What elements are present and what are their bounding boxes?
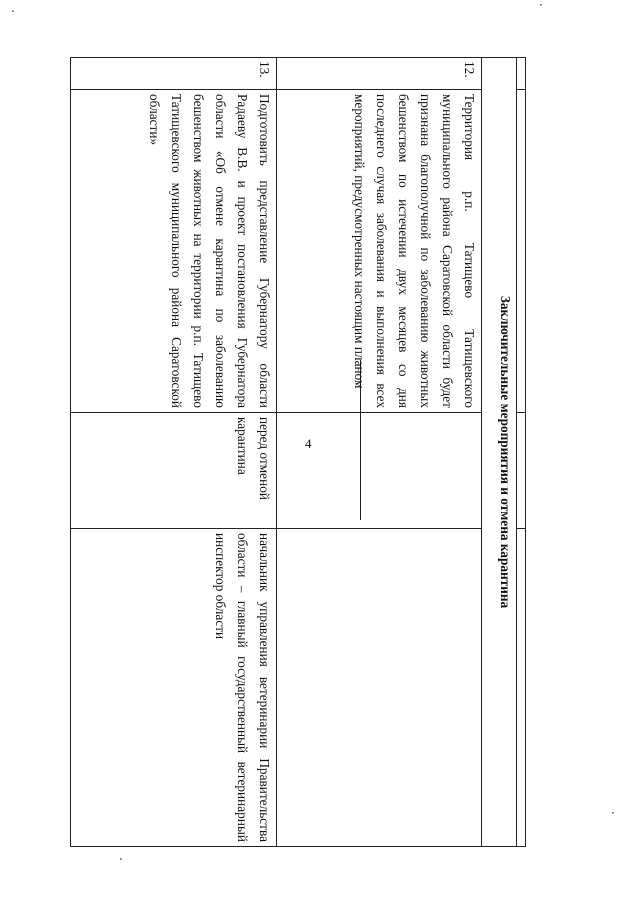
section-heading: Заключительные мероприятия и отмена карантина xyxy=(482,58,517,847)
page-number: 4 xyxy=(305,436,312,451)
scan-speck xyxy=(540,4,542,6)
scan-speck xyxy=(612,812,614,814)
table-row xyxy=(71,58,277,847)
scan-speck xyxy=(120,858,122,860)
row-action: Территория р.п. Татищево Татищевского муниципального района Саратовской области будет признана благополучной по заболеванию животных бешенством по истечении двух месяцев со дня последнего случая заболевания и выполнения всех мероприятий, предусмотренных настоящим планом xyxy=(276,90,481,413)
plan-table xyxy=(70,57,526,847)
row-responsible: начальник управления ветеринарии Правительства области – главный государственный ветеринарный инспектор области xyxy=(71,529,277,847)
row-responsible xyxy=(276,529,481,847)
scan-speck xyxy=(12,10,14,12)
section-heading-row xyxy=(482,58,517,847)
row-term: перед отменой карантина xyxy=(71,413,277,529)
row-action: Подготовить представление Губернатору области Радаеву В.В. и проект постановления Губернатора области «Об отмене карантина по заболеванию бешенством животных на территории р.п. Татищево Татищевского муниципального района Саратовской области» xyxy=(71,90,277,413)
table-top-row xyxy=(517,58,526,847)
row-term xyxy=(276,413,481,529)
row-number: 12. xyxy=(276,58,481,90)
row-number: 13. xyxy=(71,58,277,90)
table-row xyxy=(276,58,481,847)
